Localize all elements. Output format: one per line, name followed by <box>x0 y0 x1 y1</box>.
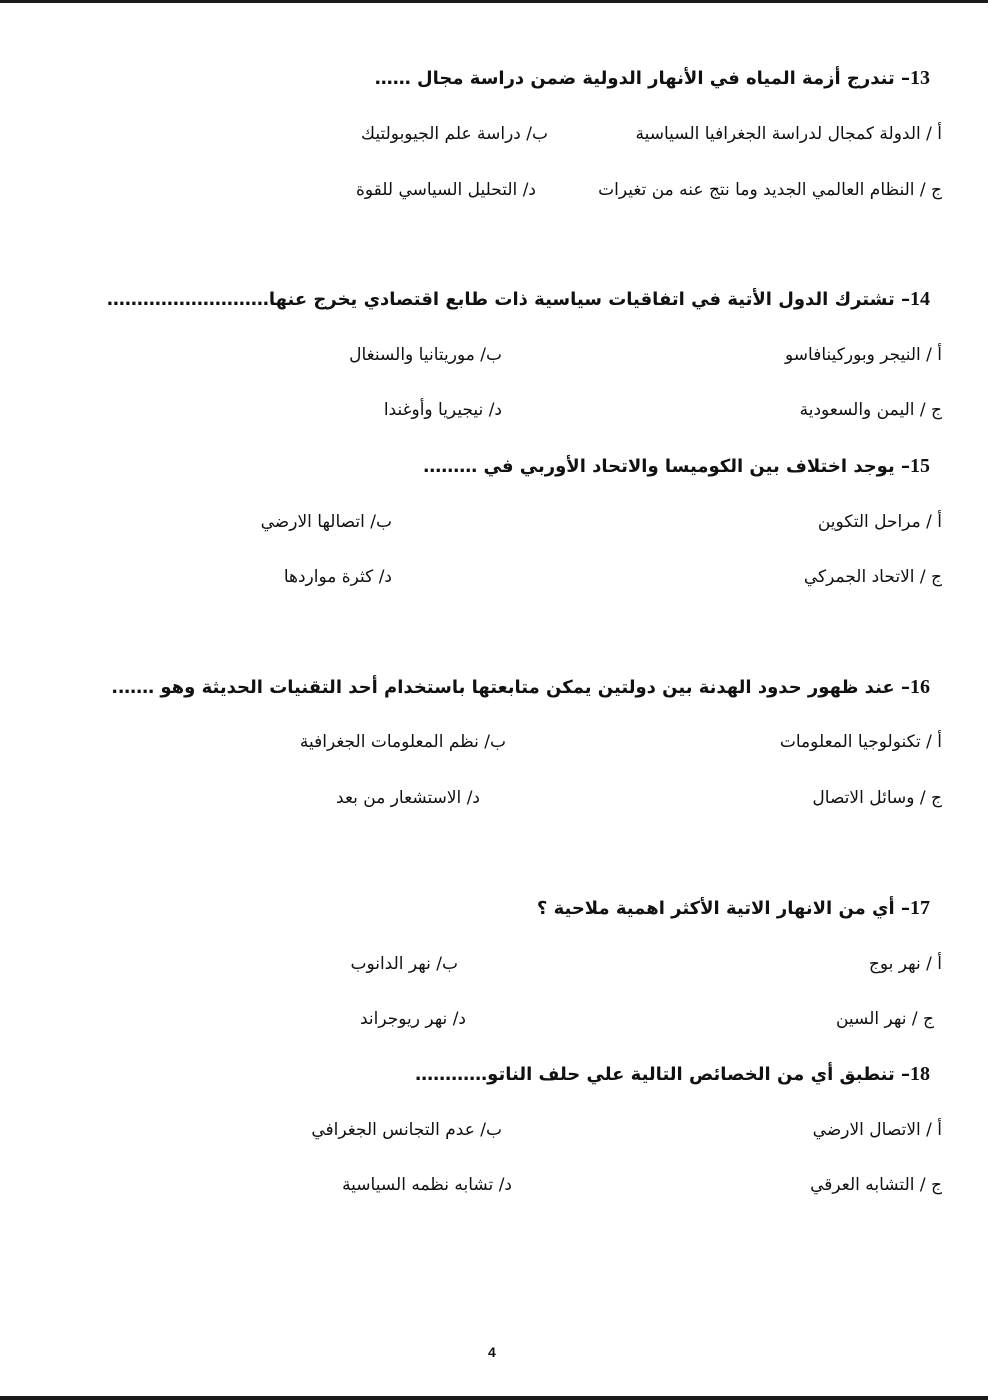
option-letter: أ / <box>926 954 942 974</box>
question-14-title <box>107 287 930 312</box>
question-18-option-d[interactable] <box>342 1173 512 1197</box>
question-14-option-d[interactable] <box>384 398 502 422</box>
option-text: نيجيريا وأوغندا <box>383 400 484 420</box>
question-16-option-a[interactable] <box>780 730 942 754</box>
question-number: 16 <box>910 676 930 698</box>
option-letter: ب/ <box>436 954 458 974</box>
question-16-option-d[interactable] <box>336 786 480 810</box>
question-number: 17 <box>910 897 930 919</box>
option-text: عدم التجانس الجغرافي <box>311 1120 475 1140</box>
option-text: تكنولوجيا المعلومات <box>779 732 921 752</box>
option-letter: ج / <box>919 788 942 808</box>
question-18-option-b[interactable] <box>311 1118 502 1142</box>
bottom-border <box>0 1396 988 1400</box>
option-text: كثرة مواردها <box>283 567 374 587</box>
question-13-option-c[interactable] <box>598 178 942 202</box>
question-16-title <box>111 675 930 700</box>
question-13-title <box>375 66 930 91</box>
question-16-option-b[interactable] <box>300 730 506 754</box>
question-17-option-c[interactable] <box>836 1007 934 1031</box>
option-letter: ج / <box>919 180 942 200</box>
option-letter: أ / <box>926 124 942 144</box>
option-text: نهر بوج <box>868 954 921 974</box>
option-letter: ب/ <box>526 124 548 144</box>
option-text: النيجر وبوركينافاسو <box>785 345 921 365</box>
question-15-option-b[interactable] <box>261 510 392 534</box>
question-15-option-d[interactable] <box>284 565 392 589</box>
option-text: الاتصال الارضي <box>812 1120 921 1140</box>
top-border <box>0 0 988 3</box>
option-text: التشابه العرقي <box>810 1175 915 1195</box>
question-13-option-d[interactable] <box>356 178 536 202</box>
option-text: الاستشعار من بعد <box>336 788 462 808</box>
option-text: نهر ريوجراند <box>359 1009 448 1029</box>
question-text: – تشترك الدول الأتية في اتفاقيات سياسية ذات طابع اقتصادي يخرج عنها……………………… <box>106 289 910 310</box>
question-17-option-d[interactable] <box>360 1007 466 1031</box>
option-letter: أ / <box>926 345 942 365</box>
question-14-option-b[interactable] <box>349 343 502 367</box>
option-text: الاتحاد الجمركي <box>803 567 915 587</box>
question-17-title <box>537 896 930 921</box>
question-17-option-a[interactable] <box>869 952 942 976</box>
question-14-option-c[interactable] <box>800 398 942 422</box>
question-number: 13 <box>910 67 930 89</box>
question-15-option-c[interactable] <box>804 565 942 589</box>
option-text: مراحل التكوين <box>817 512 921 532</box>
option-letter: د/ <box>452 1009 466 1029</box>
option-letter: ج / <box>919 1175 942 1195</box>
question-14-option-a[interactable] <box>785 343 942 367</box>
option-text: موريتانيا والسنغال <box>349 345 475 365</box>
question-15-option-a[interactable] <box>818 510 942 534</box>
option-letter: أ / <box>926 732 942 752</box>
question-text: – أي من الانهار الاتية الأكثر اهمية ملاحية ؟ <box>536 898 910 919</box>
option-letter: د/ <box>522 180 536 200</box>
option-letter: ج / <box>919 567 942 587</box>
question-13-option-a[interactable] <box>635 122 942 146</box>
option-letter: د/ <box>466 788 480 808</box>
question-18-option-c[interactable] <box>810 1173 942 1197</box>
option-letter: د/ <box>378 567 392 587</box>
option-letter: أ / <box>926 512 942 532</box>
option-text: اليمن والسعودية <box>799 400 915 420</box>
option-letter: د/ <box>498 1175 512 1195</box>
option-text: نهر الدانوب <box>350 954 431 974</box>
option-text: اتصالها الارضي <box>260 512 365 532</box>
question-text: – عند ظهور حدود الهدنة بين دولتين يمكن متابعتها باستخدام أحد التقنيات الحديثة وهو ……. <box>111 677 910 698</box>
option-letter: ب/ <box>484 732 506 752</box>
option-text: وسائل الاتصال <box>812 788 915 808</box>
option-letter: أ / <box>926 1120 942 1140</box>
option-text: التحليل السياسي للقوة <box>355 180 518 200</box>
question-13-option-b[interactable] <box>361 122 548 146</box>
option-letter: ب/ <box>480 1120 502 1140</box>
question-17-option-b[interactable] <box>350 952 458 976</box>
page-number: 4 <box>488 1344 496 1360</box>
question-number: 15 <box>910 455 930 477</box>
option-text: تشابه نظمه السياسية <box>342 1175 494 1195</box>
option-letter: ب/ <box>370 512 392 532</box>
question-text: – تندرج أزمة المياه في الأنهار الدولية ضمن دراسة مجال …… <box>374 68 910 89</box>
option-text: النظام العالمي الجديد وما نتج عنه من تغيرات <box>598 180 915 200</box>
question-number: 14 <box>910 288 930 310</box>
question-text: – يوجد اختلاف بين الكوميسا والاتحاد الأوربي في ……… <box>423 456 910 477</box>
question-16-option-c[interactable] <box>812 786 942 810</box>
option-letter: ج / <box>919 400 942 420</box>
question-text: – تنطبق أي من الخصائص التالية علي حلف الناتو………… <box>415 1064 910 1085</box>
option-text: نظم المعلومات الجغرافية <box>299 732 479 752</box>
question-18-option-a[interactable] <box>813 1118 942 1142</box>
option-text: نهر السين <box>835 1009 907 1029</box>
option-letter: د/ <box>488 400 502 420</box>
question-number: 18 <box>910 1063 930 1085</box>
option-letter: ب/ <box>480 345 502 365</box>
option-text: الدولة كمجال لدراسة الجغرافيا السياسية <box>635 124 921 144</box>
option-letter: ج / <box>911 1009 934 1029</box>
question-18-title <box>415 1062 930 1087</box>
option-text: دراسة علم الجيوبولتيك <box>361 124 521 144</box>
question-15-title <box>423 454 930 479</box>
